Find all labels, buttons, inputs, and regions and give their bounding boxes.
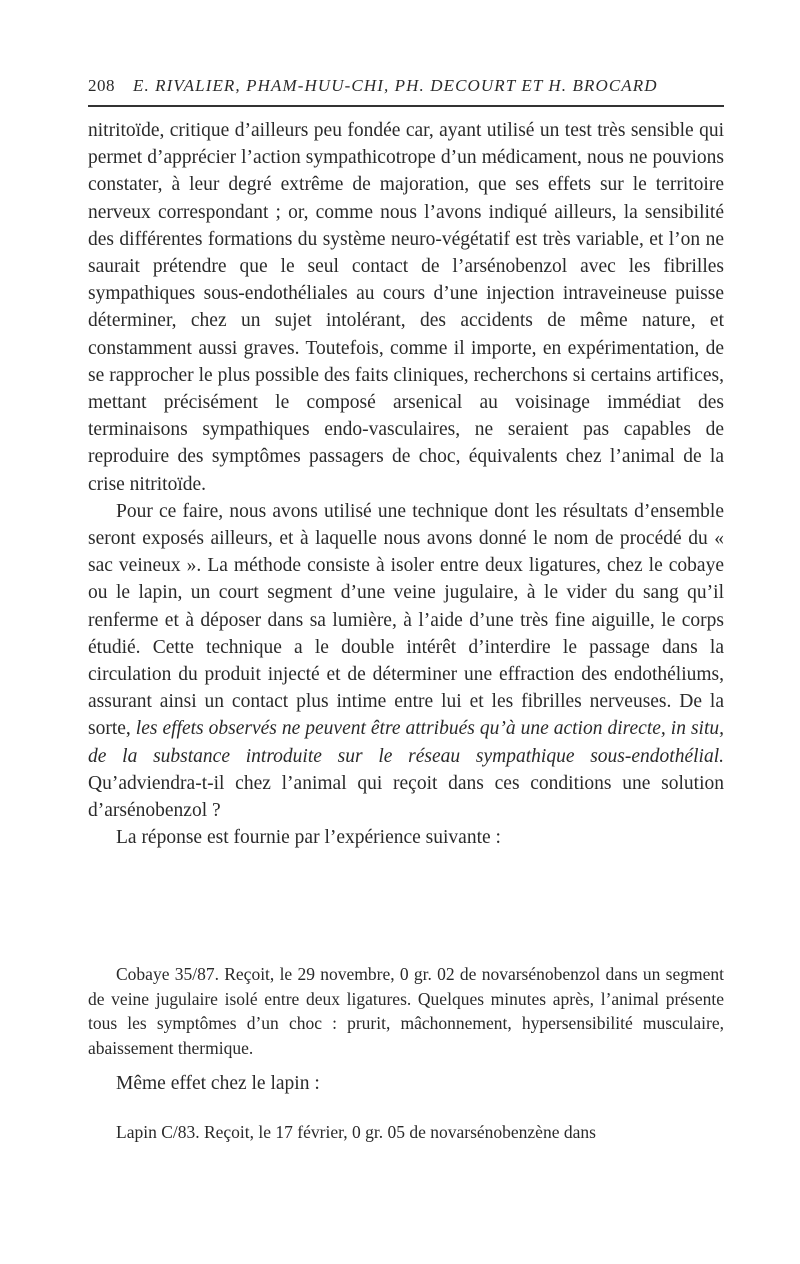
main-text bbox=[88, 117, 724, 851]
observation-lapin: Lapin C/83. Reçoit, le 17 février, 0 gr. 05 de novarsénobenzène dans bbox=[116, 1122, 596, 1142]
running-head-authors: E. RIVALIER, PHAM-HUU-CHI, PH. DECOURT ET H. BROCARD bbox=[133, 76, 658, 95]
paragraph-2-end: Qu’adviendra-t-il chez l’animal qui reçoit dans ces conditions une solution d’arsénobenzol ? bbox=[88, 772, 724, 822]
paragraph-1: nitritoïde, critique d’ailleurs peu fondée car, ayant utilisé un test très sensible qui permet d’apprécier l’action sympathicotrope d’un médicament, nous ne pouvions constater, à leur degré extrême de majoration, que ses effets sur le territoire nerveux correspondant ; or, comme nous l’avons indiqué ailleurs, la sensibilité des différentes formations du système neuro-végétatif est très variable, et l’on ne saurait prétendre que le seul contact de l’arsénobenzol avec les fibrilles sympathiques sous-endothéliales au cours d’une injection intraveineuse puisse déterminer, chez un sujet intolérant, des accidents de même nature, et constamment aussi graves. Toutefois, comme il importe, en expérimentation, de se rapprocher le plus possible des faits cliniques, recherchons si certains artifices, mettant précisément le composé arsenical au voisinage immédiat des terminaisons sympathiques endo-vasculaires, ne seraient pas capables de reproduire des symptômes passagers de choc, équivalents chez l’animal de la crise nitritoïde. bbox=[88, 120, 724, 495]
header-rule bbox=[88, 105, 724, 107]
observation-cobaye: Cobaye 35/87. Reçoit, le 29 novembre, 0 gr. 02 de novarsénobenzol dans un segment de veine jugulaire isolé entre deux ligatures. Quelques minutes après, l’animal présente tous les symptômes d’un choc : prurit, mâchonnement, hypersensibilité musculaire, abaissement thermique. bbox=[88, 964, 724, 1058]
observation-lapin-intro: Même effet chez le lapin : bbox=[116, 1073, 320, 1094]
running-head bbox=[88, 76, 724, 100]
paragraph-2-italic: les effets observés ne peuvent être attribués qu’à une action directe, in situ, de la substance introduite sur le réseau sympathique sous-endothélial. bbox=[88, 718, 724, 767]
paragraph-2-start: Pour ce faire, nous avons utilisé une technique dont les résultats d’ensemble seront exposés ailleurs, et à laquelle nous avons donné le nom de procédé du « sac veineux ». La méthode consiste à isoler entre deux ligatures, chez le cobaye ou le lapin, un court segment d’une veine jugulaire, à le vider du sang qu’il renferme et à déposer dans sa lumière, à l’aide d’une très fine aiguille, le corps étudié. Cette technique a le double intérêt d’interdire le passage dans la circulation du produit injecté et de déterminer une effraction des endothéliums, assurant ainsi un contact plus intime entre lui et les fibrilles nerveuses. De la sorte, bbox=[88, 500, 724, 740]
paragraph-2 bbox=[88, 498, 724, 824]
page-number: 208 bbox=[88, 76, 115, 95]
paragraph-3: La réponse est fournie par l’expérience suivante : bbox=[116, 827, 501, 849]
